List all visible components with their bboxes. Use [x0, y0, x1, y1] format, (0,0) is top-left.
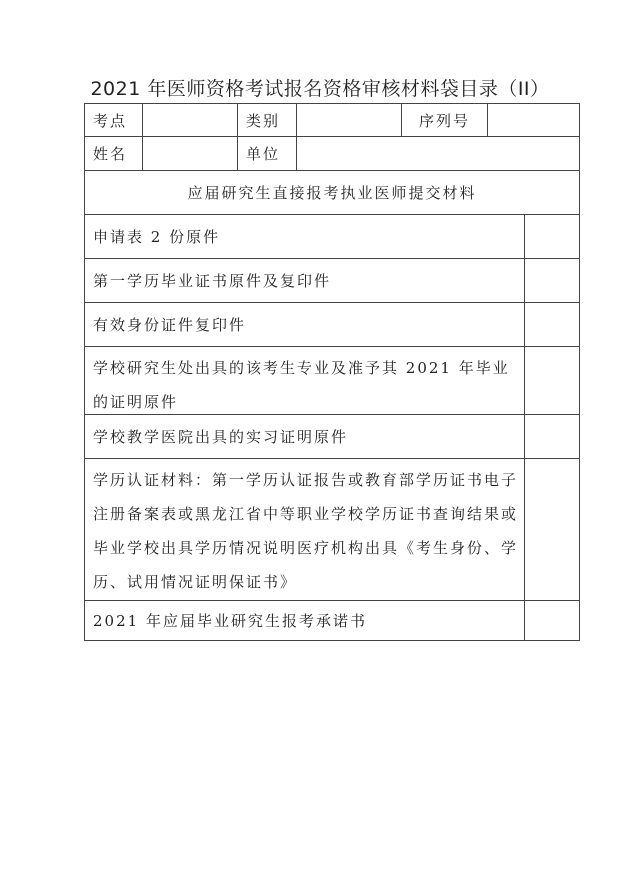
- name-field[interactable]: [142, 136, 238, 171]
- exam-site-label: 考点: [84, 103, 143, 137]
- unit-field[interactable]: [296, 136, 580, 171]
- serial-label: 序列号: [401, 103, 488, 137]
- material-item: 有效身份证件复印件: [84, 302, 525, 347]
- material-check-cell[interactable]: [524, 214, 580, 259]
- material-check-cell[interactable]: [524, 458, 580, 601]
- material-check-cell[interactable]: [524, 600, 580, 641]
- material-item: 学校教学医院出具的实习证明原件: [84, 414, 525, 459]
- category-label: 类别: [237, 103, 297, 137]
- material-item: 学历认证材料：第一学历认证报告或教育部学历证书电子注册备案表或黑龙江省中等职业学校学历证书查询结果或毕业学校出具学历情况说明医疗机构出具《考生身份、学历、试用情况证明保证书》: [84, 458, 525, 601]
- document-title: 2021 年医师资格考试报名资格审核材料袋目录（II）: [90, 78, 550, 100]
- material-check-cell[interactable]: [524, 258, 580, 303]
- material-check-cell[interactable]: [524, 302, 580, 347]
- section-title: 应届研究生直接报考执业医师提交材料: [84, 170, 580, 215]
- serial-field[interactable]: [487, 103, 580, 137]
- material-item: 申请表 2 份原件: [84, 214, 525, 259]
- material-check-cell[interactable]: [524, 346, 580, 415]
- material-item: 2021 年应届毕业研究生报考承诺书: [84, 600, 525, 641]
- material-item: 学校研究生处出具的该考生专业及准予其 2021 年毕业的证明原件: [84, 346, 525, 415]
- material-check-cell[interactable]: [524, 414, 580, 459]
- exam-site-field[interactable]: [142, 103, 238, 137]
- name-label: 姓名: [84, 136, 143, 171]
- material-item: 第一学历毕业证书原件及复印件: [84, 258, 525, 303]
- unit-label: 单位: [237, 136, 297, 171]
- category-field[interactable]: [296, 103, 402, 137]
